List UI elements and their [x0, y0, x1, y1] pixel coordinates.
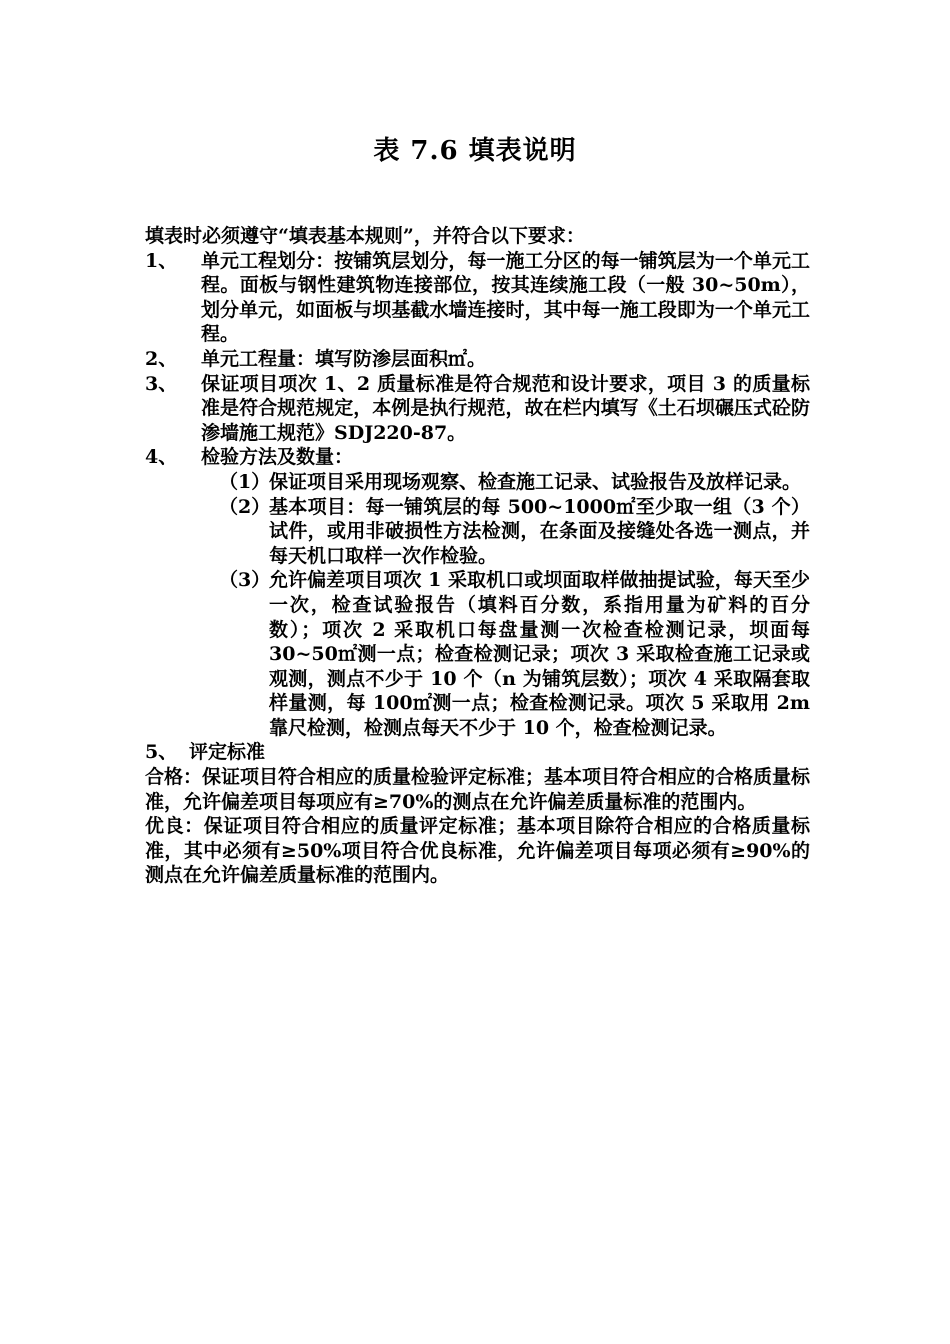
intro-paragraph: 填表时必须遵守“填表基本规则”，并符合以下要求： [145, 225, 585, 247]
item-number: 1、 [145, 249, 178, 272]
qualified-paragraph: 合格：保证项目符合相应的质量检验评定标准；基本项目符合相应的合格质量标准，允许偏差项目每项应有≥70%的测点在允许偏差质量标准的范围内。 [145, 766, 811, 813]
item-number: 2、 [145, 347, 178, 370]
list-item [145, 445, 810, 470]
item-text: 评定标准 [189, 741, 266, 764]
sub-item-number: （1） [219, 470, 271, 493]
sub-item-number: （2） [219, 495, 271, 518]
item-number: 5、 [145, 741, 178, 764]
item-number: 3、 [145, 372, 178, 395]
page-title: 表 7.6 填表说明 [373, 136, 577, 166]
sub-list-item [145, 470, 810, 495]
item-number: 4、 [145, 446, 178, 469]
instructions-body [145, 224, 810, 888]
sub-item-text: 保证项目采用现场观察、检查施工记录、试验报告及放样记录。 [269, 470, 802, 493]
item-text: 单元工程量：填写防渗层面积㎡。 [201, 347, 487, 370]
list-item [145, 740, 810, 765]
sub-list-item [145, 568, 810, 740]
sub-list-item [145, 495, 810, 569]
list-item [145, 372, 810, 446]
list-item [145, 347, 810, 372]
item-text: 保证项目项次 1、2 质量标准是符合规范和设计要求，项目 3 的质量标准是符合规范规定，本例是执行规范，故在栏内填写《土石坝碾压式砼防渗墙施工规范》SDJ220-87。 [201, 372, 810, 444]
sub-item-text: 基本项目：每一铺筑层的每 500~1000㎡至少取一组（3 个）试件，或用非破损性方法检测，在条面及接缝处各选一测点，并每天机口取样一次作检验。 [269, 495, 810, 567]
item-text: 检验方法及数量： [201, 446, 354, 469]
excellent-paragraph: 优良：保证项目符合相应的质量评定标准；基本项目除符合相应的合格质量标准，其中必须有≥50%项目符合优良标准，允许偏差项目每项必须有≥90%的测点在允许偏差质量标准的范围内。 [145, 815, 810, 887]
sub-item-number: （3） [219, 569, 271, 592]
list-item [145, 249, 810, 347]
sub-item-text: 允许偏差项目项次 1 采取机口或坝面取样做抽提试验，每天至少一次，检查试验报告（填料百分数，系指用量为矿料的百分数）；项次 2 采取机口每盘量测一次检查检测记录，坝面每 30~50㎡测一点；检查检测记录；项次 3 采取检查施工记录或观测，测点不少于 10 个（n 为铺筑层数）；项次 4 采取隔套取样量测，每 100㎡测一点；检查检测记录。项次 5 采取用 2m 靠尺检测，检测点每天不少于 10 个，检查检测记录。 [269, 569, 810, 739]
item-text: 单元工程划分：按铺筑层划分，每一施工分区的每一铺筑层为一个单元工程。面板与钢性建筑物连接部位，按其连续施工段（一般 30~50m），划分单元，如面板与坝基截水墙连接时，其中每一施工段即为一个单元工程。 [201, 249, 810, 346]
